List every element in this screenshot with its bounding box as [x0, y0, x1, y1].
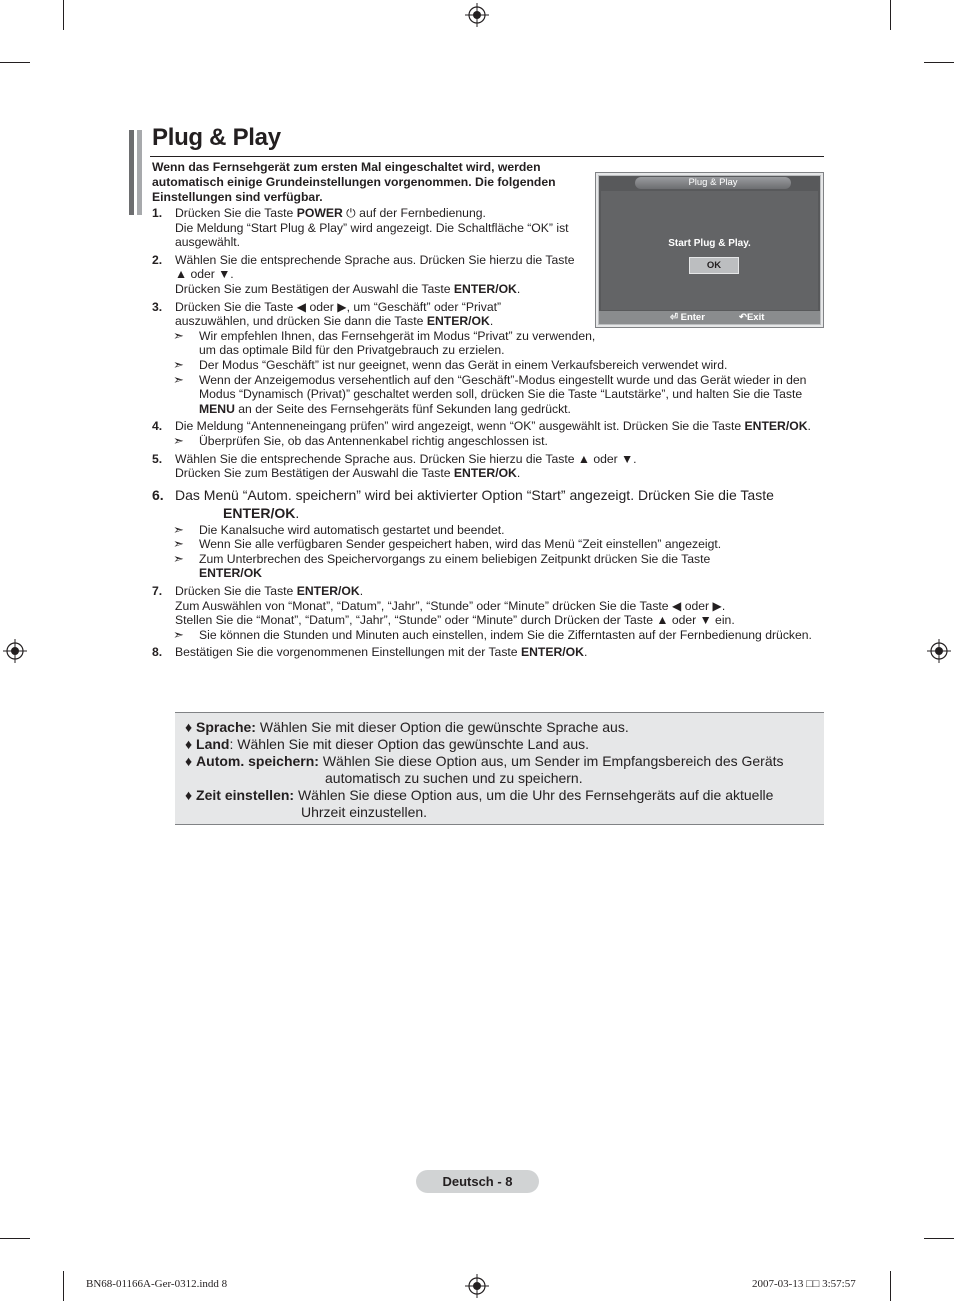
- note: [175, 373, 824, 417]
- timestamp-slug: 2007-03-13 □□ 3:57:57: [752, 1278, 856, 1290]
- step-6: [152, 486, 824, 522]
- key-name: ENTER/OK: [426, 314, 490, 329]
- option-label: Sprache:: [196, 719, 256, 735]
- key-name: ENTER/OK: [199, 566, 262, 581]
- registration-mark-icon: [465, 3, 489, 27]
- diamond-bullet-icon: ♦: [185, 719, 193, 735]
- note: [175, 358, 824, 373]
- note-arrow-icon: ➣: [173, 356, 184, 372]
- note-text: Überprüfen Sie, ob das Antennenkabel richtig angeschlossen ist.: [199, 433, 548, 448]
- power-icon: ⏻: [346, 206, 356, 220]
- key-name: ENTER/OK: [744, 419, 808, 434]
- step-7: [152, 584, 824, 642]
- key-name: ENTER/OK: [296, 584, 360, 599]
- step-text: Wählen Sie die entsprechende Sprache aus. Drücken Sie hierzu die Taste ▲ oder ▼.: [175, 252, 575, 282]
- step-text: Die Meldung “Antenneneingang prüfen” wird angezeigt, wenn “OK” ausgewählt ist. Drücken Sie die Taste: [175, 419, 745, 434]
- step-2: [152, 253, 824, 297]
- registration-mark-icon: [3, 639, 27, 663]
- note-text: Wenn Sie alle verfügbaren Sender gespeichert haben, wird das Menü “Zeit einstellen” angezeigt.: [199, 537, 722, 552]
- option-text: Wählen Sie mit dieser Option die gewünschte Sprache aus.: [255, 719, 629, 735]
- note-text: Zum Unterbrechen des Speichervorgangs zu einem beliebigen Zeitpunkt drücken Sie die Taste: [199, 551, 711, 566]
- note-text: an der Seite des Fernsehgeräts fünf Sekunden lang gedrückt.: [234, 401, 571, 416]
- tv-ok-button: OK: [689, 257, 739, 274]
- crop-mark: [63, 1271, 64, 1301]
- step-number: 4.: [152, 419, 163, 434]
- option-text: Wählen Sie diese Option aus, um Sender im Empfangsbereich des Geräts: [318, 753, 784, 769]
- note: [175, 628, 824, 643]
- note-text: Sie können die Stunden und Minuten auch einstellen, indem Sie die Zifferntasten auf der Fernbedienung drücken.: [199, 627, 812, 642]
- tv-exit-label: Exit: [746, 312, 765, 323]
- file-slug: BN68-01166A-Ger-0312.indd 8: [86, 1278, 228, 1290]
- step-text: .: [295, 504, 300, 521]
- step-number: 3.: [152, 299, 163, 314]
- step-text: Drücken Sie die Taste ◀ oder ▶, um “Geschäft” oder “Privat” auszuwählen, und drücken Sie dann die Taste: [175, 299, 502, 329]
- step-text: .: [516, 281, 521, 296]
- key-name: ENTER/OK: [453, 281, 517, 296]
- step-text: .: [807, 419, 811, 434]
- crop-mark: [890, 0, 891, 30]
- crop-mark: [924, 62, 954, 63]
- step-text: Drücken Sie die Taste: [175, 584, 297, 599]
- key-name: POWER: [296, 206, 343, 220]
- note: [175, 329, 824, 358]
- step-list: [152, 206, 824, 663]
- step-number: 1.: [152, 206, 163, 220]
- page-title: Plug & Play: [152, 124, 281, 151]
- step-text: Drücken Sie zum Bestätigen der Auswahl die Taste: [175, 466, 454, 481]
- step-4: [152, 419, 824, 448]
- key-name: ENTER/OK: [520, 645, 584, 660]
- option-label: Zeit einstellen:: [196, 787, 295, 803]
- crop-mark: [0, 62, 30, 63]
- crop-mark: [63, 0, 64, 30]
- diamond-bullet-icon: ♦: [185, 753, 193, 769]
- enter-icon: ⏎: [670, 312, 678, 323]
- key-name: MENU: [199, 401, 235, 416]
- option-text: : Wählen Sie mit dieser Option das gewünschte Land aus.: [229, 736, 590, 752]
- intro-paragraph: Wenn das Fernsehgerät zum ersten Mal eingeschaltet wird, werden automatisch einige Grundeinstellungen vorgenommen. Die folgenden Einstellungen sind verfügbar.: [152, 160, 556, 204]
- step-text: .: [516, 466, 521, 481]
- note: [175, 552, 824, 581]
- option-text-continued: automatisch zu suchen und zu speichern.: [325, 770, 583, 786]
- note: [175, 537, 824, 552]
- note-text: Wenn der Anzeigemodus versehentlich auf den “Geschäft”-Modus eingestellt wurde und das Gerät wieder in den Modus “Dynamisch (Privat)” geschaltet werden soll, drücken Sie die Taste “Lautstärke”, und halten Sie die Taste: [199, 372, 807, 402]
- step-number: 2.: [152, 252, 163, 267]
- step-number: 5.: [152, 451, 163, 466]
- note-text: Die Kanalsuche wird automatisch gestartet und beendet.: [199, 522, 505, 537]
- note-text: Der Modus “Geschäft” ist nur geeignet, wenn das Gerät in einem Verkaufsbereich verwendet wird.: [199, 357, 728, 372]
- title-accent-bar: [129, 130, 134, 215]
- summary-row-zeit-einstellen: [185, 787, 814, 804]
- crop-mark: [890, 1271, 891, 1301]
- step-text: Stellen Sie die “Monat”, “Datum”, “Jahr”, “Stunde” oder “Minute” durch Drücken der Taste ▲ oder ▼ ein.: [175, 613, 735, 628]
- step-text: .: [359, 584, 364, 599]
- step-number: 6.: [152, 486, 164, 503]
- return-icon: ↶: [739, 312, 747, 323]
- crop-mark: [0, 1238, 30, 1239]
- note: [175, 523, 824, 538]
- step-3: [152, 300, 824, 417]
- note-arrow-icon: ➣: [173, 550, 184, 566]
- step-1: [152, 206, 824, 250]
- note: [175, 434, 824, 449]
- step-text: Das Menü “Autom. speichern” wird bei aktivierter Option “Start” angezeigt. Drücken Sie die Taste: [175, 486, 774, 503]
- diamond-bullet-icon: ♦: [185, 736, 193, 752]
- step-text: Bestätigen Sie die vorgenommenen Einstellungen mit der Taste: [175, 645, 521, 660]
- step-text: .: [583, 645, 588, 660]
- step-6-notes: [152, 523, 824, 581]
- step-text: Zum Auswählen von “Monat”, “Datum”, “Jahr”, “Stunde” oder “Minute” drücken Sie die Taste ◀ oder ▶.: [175, 598, 726, 613]
- note-arrow-icon: ➣: [173, 371, 184, 387]
- step-number: 7.: [152, 584, 163, 599]
- note-arrow-icon: ➣: [173, 432, 184, 448]
- summary-row-land: [185, 736, 814, 753]
- summary-row-sprache: [185, 719, 814, 736]
- note-arrow-icon: ➣: [173, 521, 184, 537]
- option-label: Land: [196, 736, 230, 752]
- tv-enter-label: Enter: [680, 312, 705, 323]
- diamond-bullet-icon: ♦: [185, 787, 193, 803]
- option-text: Wählen Sie diese Option aus, um die Uhr des Fernsehgeräts auf die aktuelle: [294, 787, 774, 803]
- option-label: Autom. speichern:: [196, 753, 319, 769]
- note-arrow-icon: ➣: [173, 626, 184, 642]
- step-text: Drücken Sie zum Bestätigen der Auswahl die Taste: [175, 281, 454, 296]
- page-number-badge: Deutsch - 8: [416, 1170, 539, 1193]
- tv-menu-tab: Plug & Play: [635, 177, 791, 189]
- title-divider: [150, 156, 824, 157]
- step-text: Die Meldung “Start Plug & Play” wird angezeigt. Die Schaltfläche “OK” ist ausgewählt.: [175, 220, 569, 250]
- registration-mark-icon: [465, 1274, 489, 1298]
- step-text: Wählen Sie die entsprechende Sprache aus. Drücken Sie hierzu die Taste ▲ oder ▼.: [175, 451, 637, 466]
- tv-message: Start Plug & Play.: [668, 238, 751, 249]
- options-summary-box: [175, 712, 824, 825]
- option-text-continued: Uhrzeit einzustellen.: [301, 804, 428, 820]
- key-name: ENTER/OK: [453, 466, 517, 481]
- note-arrow-icon: ➣: [173, 327, 184, 343]
- step-text: .: [489, 314, 494, 329]
- crop-mark: [924, 1238, 954, 1239]
- step-text: Drücken Sie die Taste: [175, 206, 297, 220]
- key-name: ENTER/OK: [223, 504, 296, 521]
- step-5: [152, 452, 824, 481]
- step-8: [152, 645, 824, 660]
- step-number: 8.: [152, 645, 163, 660]
- note-text: Wir empfehlen Ihnen, das Fernsehgerät im Modus “Privat” zu verwenden, um das optimale Bild für den Privatgebrauch zu erzielen.: [199, 328, 596, 358]
- title-accent-bar: [137, 130, 142, 215]
- summary-row-autom-speichern: [185, 753, 814, 770]
- note-arrow-icon: ➣: [173, 536, 184, 552]
- step-text: auf der Fernbedienung.: [355, 206, 486, 220]
- registration-mark-icon: [927, 639, 951, 663]
